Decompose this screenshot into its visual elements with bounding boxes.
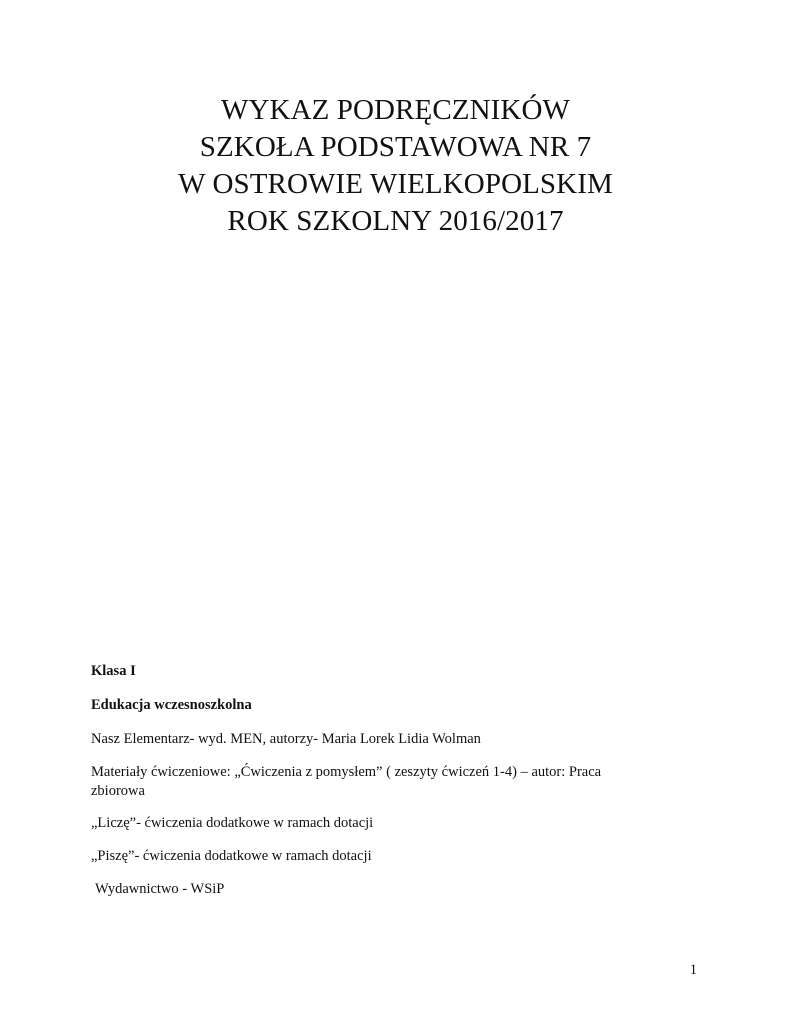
- class-heading: Klasa I: [91, 663, 136, 679]
- publisher-entry: Wydawnictwo - WSiP: [95, 881, 225, 897]
- document-title: [0, 92, 791, 240]
- textbook-entry: Nasz Elementarz- wyd. MEN, autorzy- Maria Lorek Lidia Wolman: [91, 731, 481, 747]
- subject-heading: Edukacja wczesnoszkolna: [91, 697, 252, 713]
- exercise-entry-pisze: „Piszę”- ćwiczenia dodatkowe w ramach dotacji: [91, 848, 372, 864]
- title-line-4: ROK SZKOLNY 2016/2017: [227, 205, 564, 237]
- document-body: [91, 662, 651, 913]
- title-line-1: WYKAZ PODRĘCZNIKÓW: [221, 94, 570, 126]
- title-line-2: SZKOŁA PODSTAWOWA NR 7: [199, 131, 592, 163]
- title-line-3: W OSTROWIE WIELKOPOLSKIM: [178, 168, 613, 200]
- exercise-entry-licze: „Liczę”- ćwiczenia dodatkowe w ramach dotacji: [91, 815, 374, 831]
- exercise-materials-entry: Materiały ćwiczeniowe: „Ćwiczenia z pomysłem” ( zeszyty ćwiczeń 1-4) – autor: Praca zbiorowa: [91, 764, 602, 799]
- page-number: 1: [689, 962, 697, 978]
